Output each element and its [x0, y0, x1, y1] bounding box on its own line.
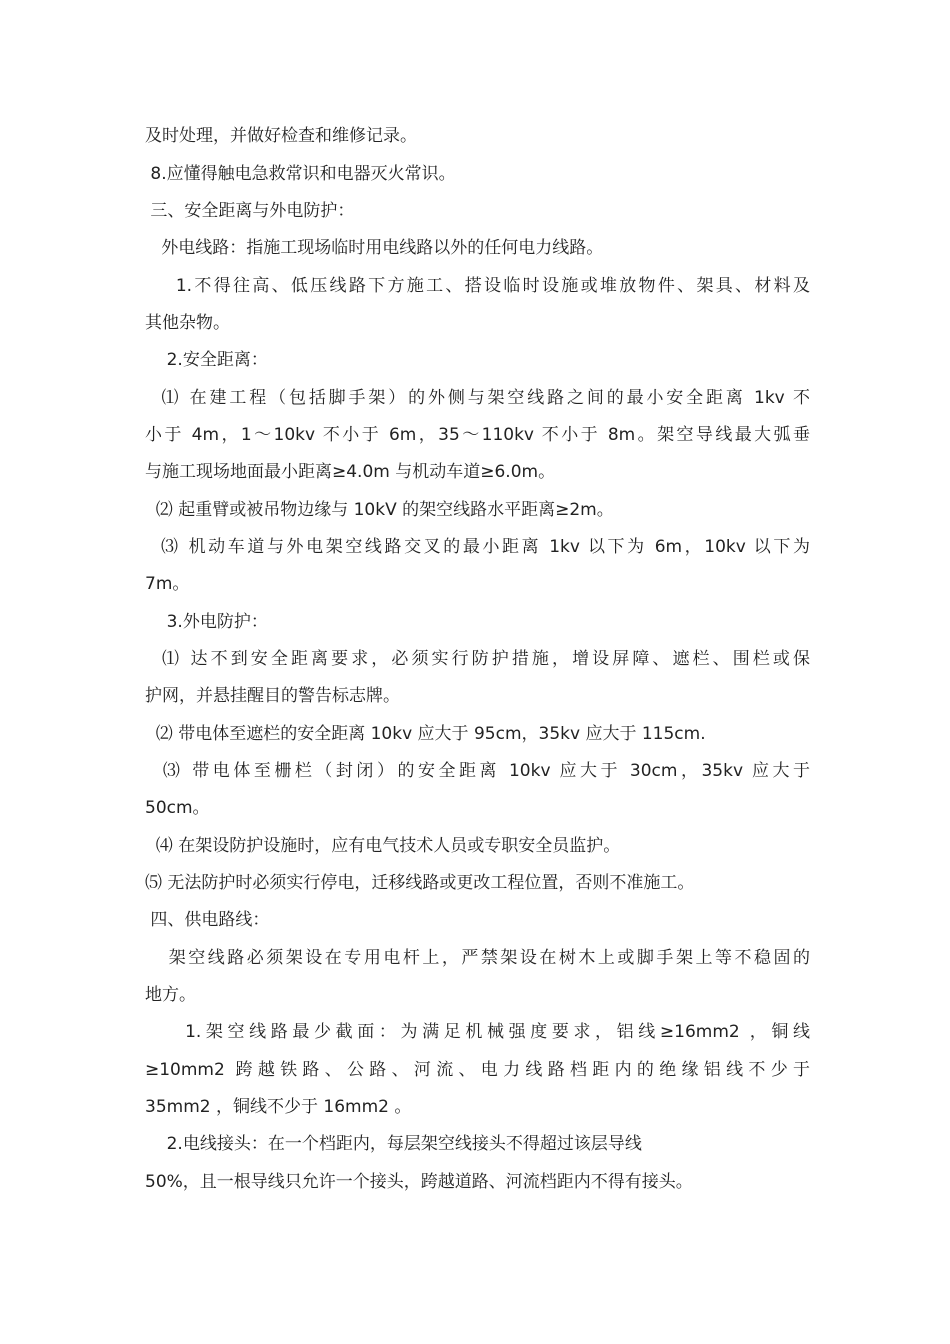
text-line: 及时处理，并做好检查和维修记录。	[145, 126, 417, 146]
text-line: ≥10mm2 跨越铁路、公路、河流、电力线路档距内的绝缘铝线不少于	[145, 1060, 810, 1080]
section-heading: 三、安全距离与外电防护：	[145, 201, 355, 221]
text-line: 地方。	[145, 985, 196, 1005]
text-line: 外电线路：指施工现场临时用电线路以外的任何电力线路。	[145, 238, 604, 258]
text-line: 50cm。	[145, 798, 210, 818]
text-line: ⑸ 无法防护时必须实行停电，迁移线路或更改工程位置，否则不准施工。	[145, 873, 695, 893]
text-line: ⑷ 在架设防护设施时，应有电气技术人员或专职安全员监护。	[145, 836, 621, 856]
text-line: ⑶ 机动车道与外电架空线路交叉的最小距离 1kv 以下为 6m，10kv 以下为	[145, 537, 810, 557]
text-line: ⑴ 在建工程（包括脚手架）的外侧与架空线路之间的最小安全距离 1kv 不	[145, 388, 810, 408]
subsection-heading: 3.外电防护：	[145, 612, 268, 632]
text-line: 护网，并悬挂醒目的警告标志牌。	[145, 686, 400, 706]
text-line: 小于 4m，1～10kv 不小于 6m，35～110kv 不小于 8m。架空导线最大弧垂	[145, 425, 810, 445]
text-line: 其他杂物。	[145, 313, 230, 333]
text-line: ⑵ 起重臂或被吊物边缘与 10kV 的架空线路水平距离≥2m。	[145, 500, 614, 520]
text-line: ⑶ 带电体至栅栏（封闭）的安全距离 10kv 应大于 30cm，35kv 应大于	[145, 761, 810, 781]
subsection-heading: 2.安全距离：	[145, 350, 268, 370]
text-line: 8.应懂得触电急救常识和电器灭火常识。	[145, 164, 456, 184]
text-line: 与施工现场地面最小距离≥4.0m 与机动车道≥6.0m。	[145, 462, 556, 482]
text-line: 35mm2 ，铜线不少于 16mm2 。	[145, 1097, 412, 1117]
text-line: 7m。	[145, 574, 190, 594]
text-line: 1.架空线路最少截面：为满足机械强度要求，铝线≥16mm2 ，铜线	[145, 1022, 810, 1042]
text-line: 1.不得往高、低压线路下方施工、搭设临时设施或堆放物件、架具、材料及	[145, 276, 810, 296]
text-line: ⑴ 达不到安全距离要求，必须实行防护措施，增设屏障、遮栏、围栏或保	[145, 649, 810, 669]
section-heading: 四、供电路线：	[145, 910, 270, 930]
subsection-heading: 2.电线接头：在一个档距内，每层架空线接头不得超过该层导线	[145, 1134, 642, 1154]
text-line: 架空线路必须架设在专用电杆上，严禁架设在树木上或脚手架上等不稳固的	[145, 948, 810, 968]
text-line: ⑵ 带电体至遮栏的安全距离 10kv 应大于 95cm，35kv 应大于 115cm.	[145, 724, 706, 744]
text-line: 50%，且一根导线只允许一个接头，跨越道路、河流档距内不得有接头。	[145, 1172, 693, 1192]
